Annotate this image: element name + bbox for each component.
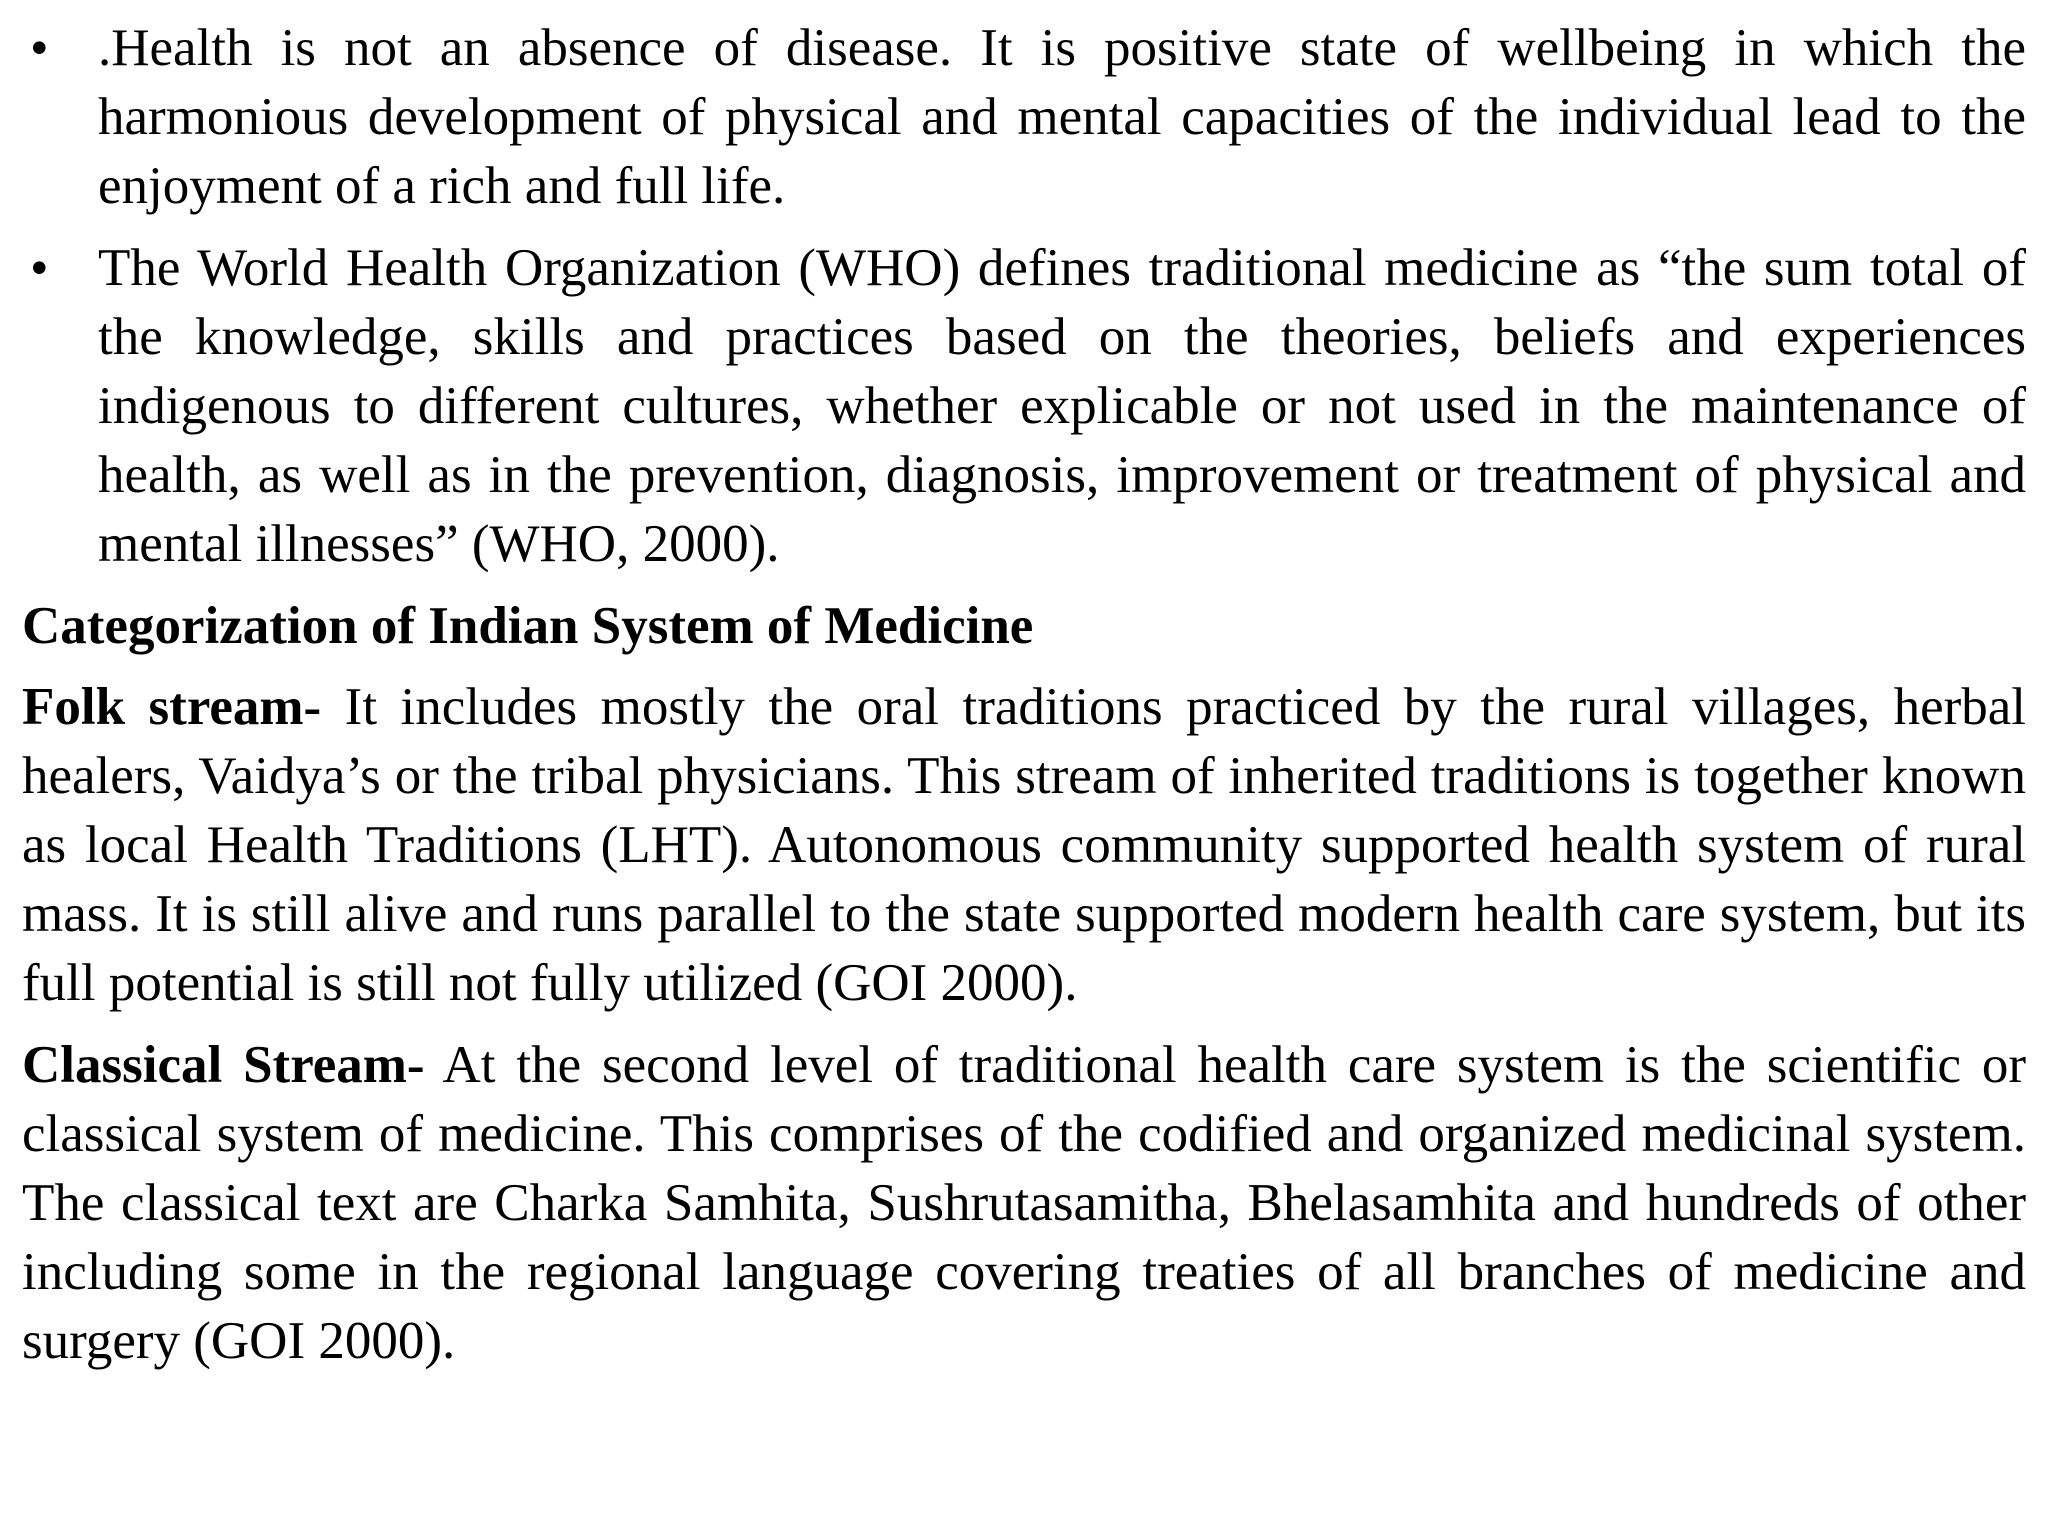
bullet-icon: •	[30, 239, 49, 297]
bullet-text: The World Health Organization (WHO) defines traditional medicine as “the sum total of the knowledge, skills and practices based on the theories, beliefs and experiences indigenous to different cultures, whether explicable or not used in the maintenance of health, as well as in the prevention, diagnosis, improvement or treatment of physical and mental illnesses” (WHO, 2000).	[98, 239, 2026, 573]
paragraph-folk-stream	[22, 673, 2026, 1018]
bullet-text: .Health is not an absence of disease. It is positive state of wellbeing in which the harmonious development of physical and mental capacities of the individual lead to the enjoyment of a rich and full life.	[98, 19, 2026, 215]
bullet-item-health-definition	[22, 14, 2026, 221]
paragraph-text: At the second level of traditional health care system is the scientific or classical system of medicine. This comprises of the codified and organized medicinal system. The classical text are Charka Samhita, Sushrutasamitha, Bhelasamhita and hundreds of other including some in the regional language covering treaties of all branches of medicine and surgery (GOI 2000).	[22, 1036, 2026, 1370]
paragraph-label: Classical Stream-	[22, 1036, 425, 1094]
paragraph-text: It includes mostly the oral traditions practiced by the rural villages, herbal healers, Vaidya’s or the tribal physicians. This stream of inherited traditions is together known as local Health Traditions (LHT). Autonomous community supported health system of rural mass. It is still alive and runs parallel to the state supported modern health care system, but its full potential is still not fully utilized (GOI 2000).	[22, 678, 2026, 1012]
paragraph-classical-stream	[22, 1031, 2026, 1376]
section-heading: Categorization of Indian System of Medicine	[22, 597, 1034, 655]
document-page	[22, 14, 2026, 1389]
bullet-item-who-definition	[22, 234, 2026, 579]
bullet-list	[22, 14, 2026, 579]
bullet-icon: •	[30, 19, 49, 77]
paragraph-label: Folk stream-	[22, 678, 322, 736]
